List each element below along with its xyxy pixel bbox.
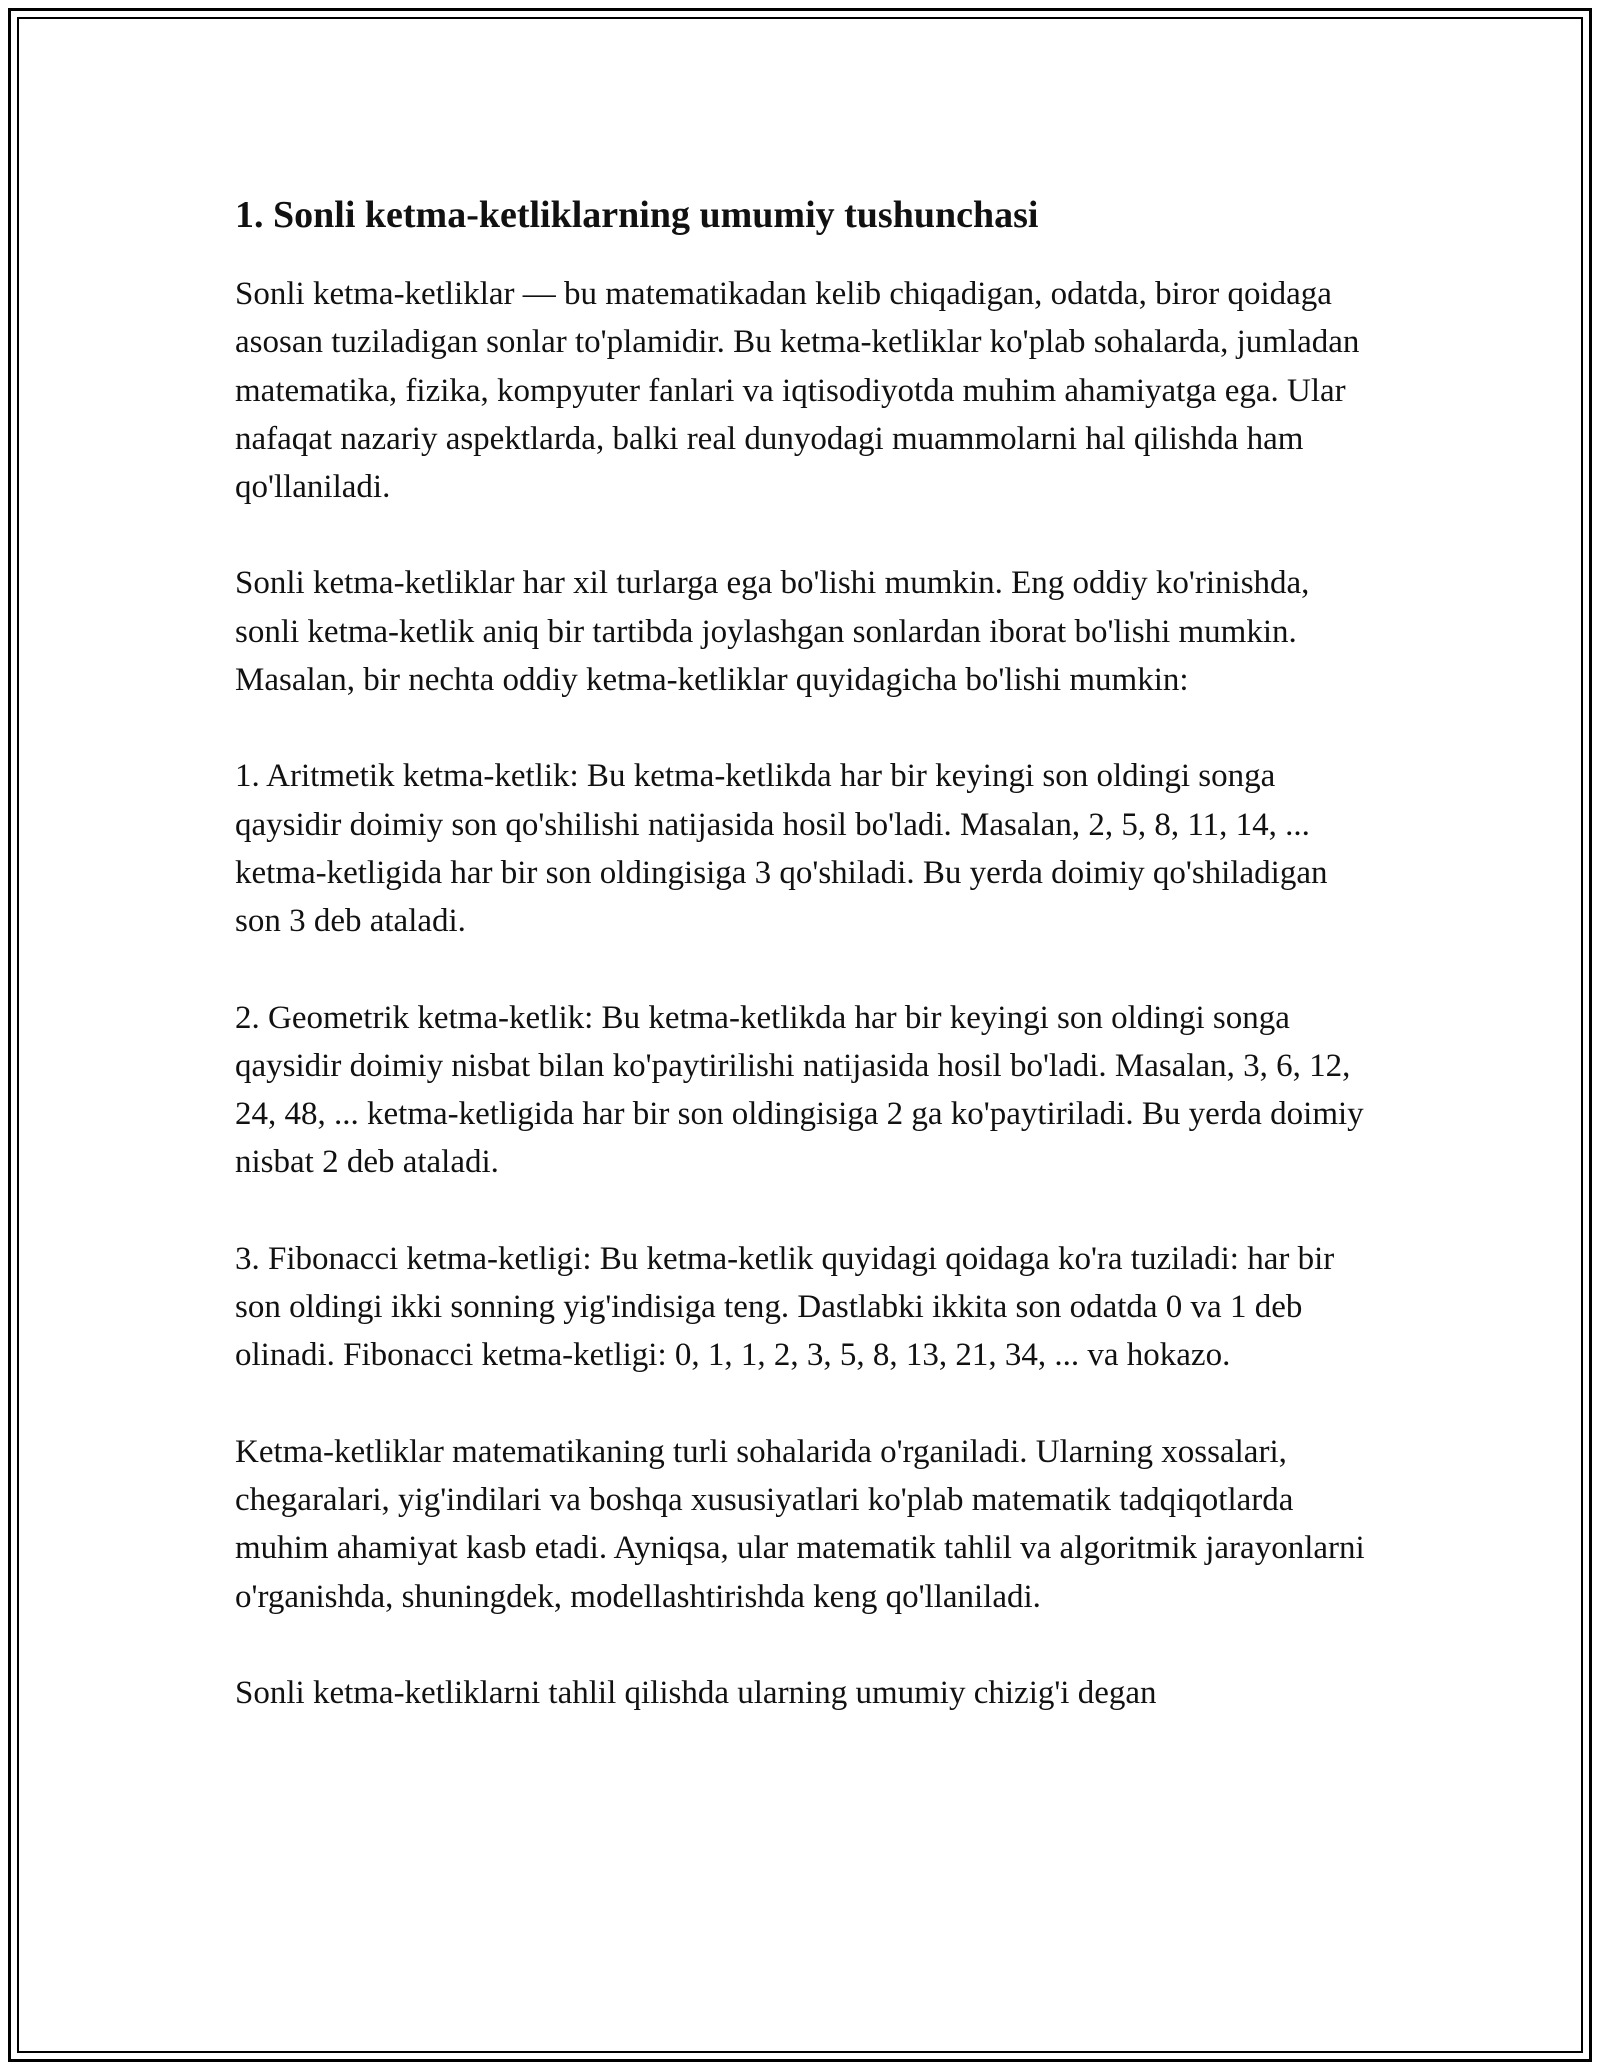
paragraph-fibonacci: 3. Fibonacci ketma-ketligi: Bu ketma-ketlik quyidagi qoidaga ko'ra tuziladi: har bir son oldingi ikki sonning yig'indisiga teng. Dastlabki ikkita son odatda 0 va 1 deb olinadi. Fibonacci ketma-ketligi: 0, 1, 1, 2, 3, 5, 8, 13, 21, 34, ... va hokazo. [235, 1240, 1335, 1374]
paragraph-geometric: 2. Geometrik ketma-ketlik: Bu ketma-ketlikda har bir keyingi son oldingi songa qaysidir doimiy nisbat bilan ko'paytirilishi natijasida hosil bo'ladi. Masalan, 3, 6, 12, 24, 48, ... ketma-ketligida har bir son oldingisiga 2 ga ko'paytiriladi. Bu yerda doimiy nisbat 2 deb ataladi. [235, 999, 1364, 1181]
paragraph-types: Sonli ketma-ketliklar har xil turlarga ega bo'lishi mumkin. Eng oddiy ko'rinishda, sonli ketma-ketlik aniq bir tartibda joylashgan sonlardan iborat bo'lishi mumkin. Masalan, bir nechta oddiy ketma-ketliklar quyidagicha bo'lishi mumkin: [235, 565, 1310, 699]
paragraph-analysis: Sonli ketma-ketliklarni tahlil qilishda ularning umumiy chizig'i degan [235, 1674, 1157, 1711]
paragraph-applications: Ketma-ketliklar matematikaning turli sohalarida o'rganiladi. Ularning xossalari, chegaralari, yig'indilari va boshqa xususiyatlari ko'plab matematik tadqiqotlarda muhim ahamiyat kasb etadi. Ayniqsa, ular matematik tahlil va algoritmik jarayonlarni o'rganishda, shuningdek, modellashtirishda keng qo'llaniladi. [235, 1433, 1365, 1615]
document-body [235, 190, 1380, 1765]
paragraph-arithmetic: 1. Aritmetik ketma-ketlik: Bu ketma-ketlikda har bir keyingi son oldingi songa qaysidir doimiy son qo'shilishi natijasida hosil bo'ladi. Masalan, 2, 5, 8, 11, 14, ... ketma-ketligida har bir son oldingisiga 3 qo'shiladi. Bu yerda doimiy qo'shiladigan son 3 deb ataladi. [235, 758, 1328, 940]
section-heading: 1. Sonli ketma-ketliklarning umumiy tushunchasi [235, 194, 1039, 236]
paragraph-intro: Sonli ketma-ketliklar — bu matematikadan kelib chiqadigan, odatda, biror qoidaga asosan tuziladigan sonlar to'plamidir. Bu ketma-ketliklar ko'plab sohalarda, jumladan matematika, fizika, kompyuter fanlari va iqtisodiyotda muhim ahamiyatga ega. Ular nafaqat nazariy aspektlarda, balki real dunyodagi muammolarni hal qilishda ham qo'llaniladi. [235, 276, 1360, 506]
